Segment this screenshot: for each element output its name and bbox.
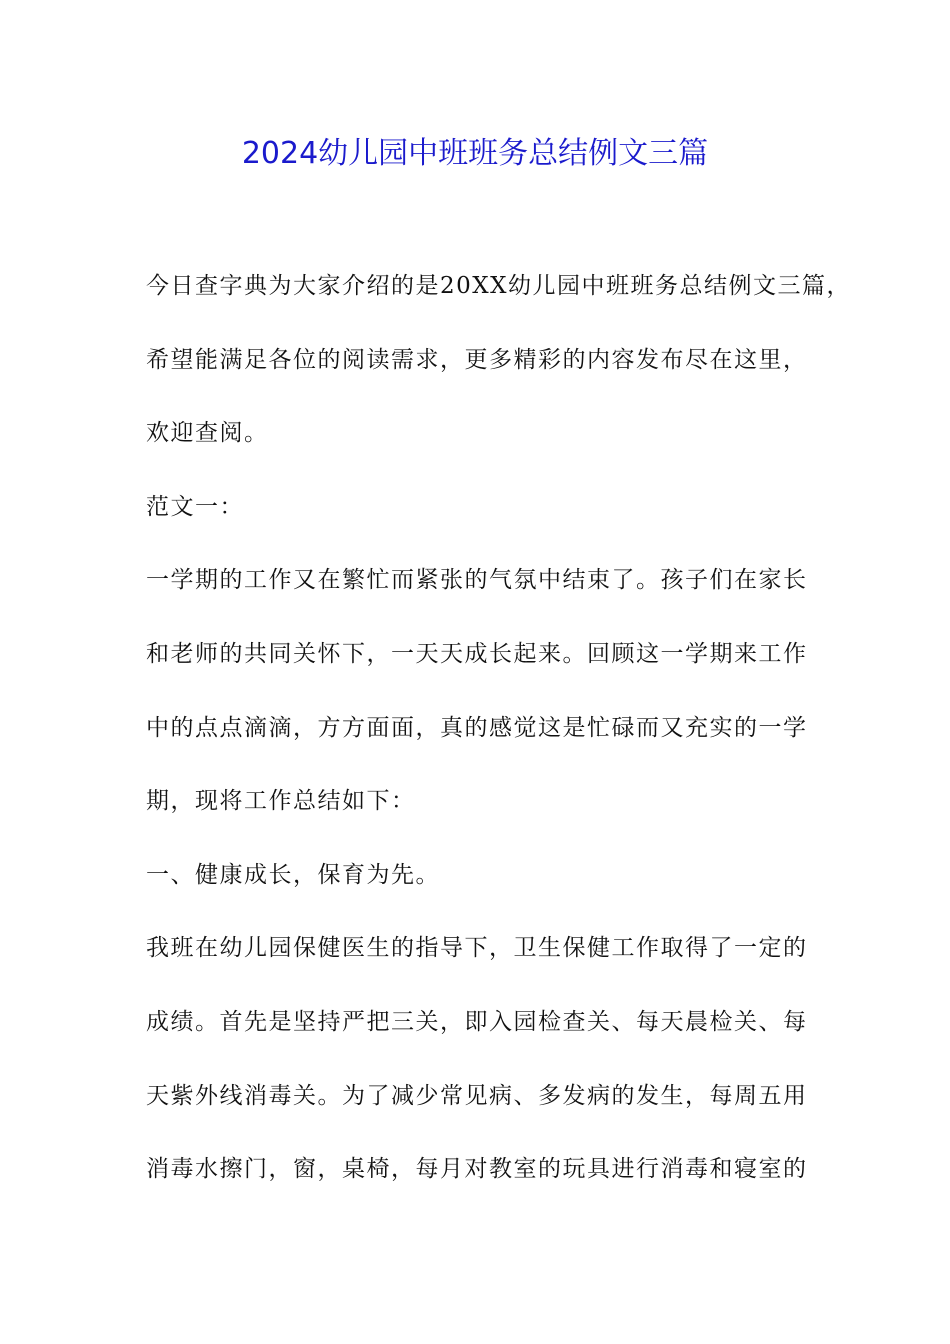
text-line: 天紫外线消毒关。为了减少常见病、多发病的发生，每周五用 (146, 1082, 808, 1109)
text-line: 我班在幼儿园保健医生的指导下，卫生保健工作取得了一定的 (146, 935, 808, 962)
text-line: 期，现将工作总结如下： (146, 788, 416, 815)
text-line: 欢迎查阅。 (146, 420, 269, 447)
document-body (146, 260, 852, 1217)
page-title: 2024幼儿园中班班务总结例文三篇 (241, 136, 709, 171)
text-line: 消毒水擦门，窗，桌椅，每月对教室的玩具进行消毒和寝室的 (146, 1156, 808, 1183)
text-line: 希望能满足各位的阅读需求，更多精彩的内容发布尽在这里， (146, 346, 808, 373)
text-line: 今日查字典为大家介绍的是20XX幼儿园中班班务总结例文三篇， (146, 273, 852, 299)
text-line: 中的点点滴滴，方方面面，真的感觉这是忙碌而又充实的一学 (146, 714, 808, 741)
section-label: 范文一： (146, 493, 244, 520)
section-heading: 一、健康成长，保育为先。 (146, 861, 440, 888)
text-line: 成绩。首先是坚持严把三关，即入园检查关、每天晨检关、每 (146, 1008, 808, 1035)
text-line: 一学期的工作又在繁忙而紧张的气氛中结束了。孩子们在家长 (146, 567, 808, 594)
text-line: 和老师的共同关怀下，一天天成长起来。回顾这一学期来工作 (146, 640, 808, 667)
